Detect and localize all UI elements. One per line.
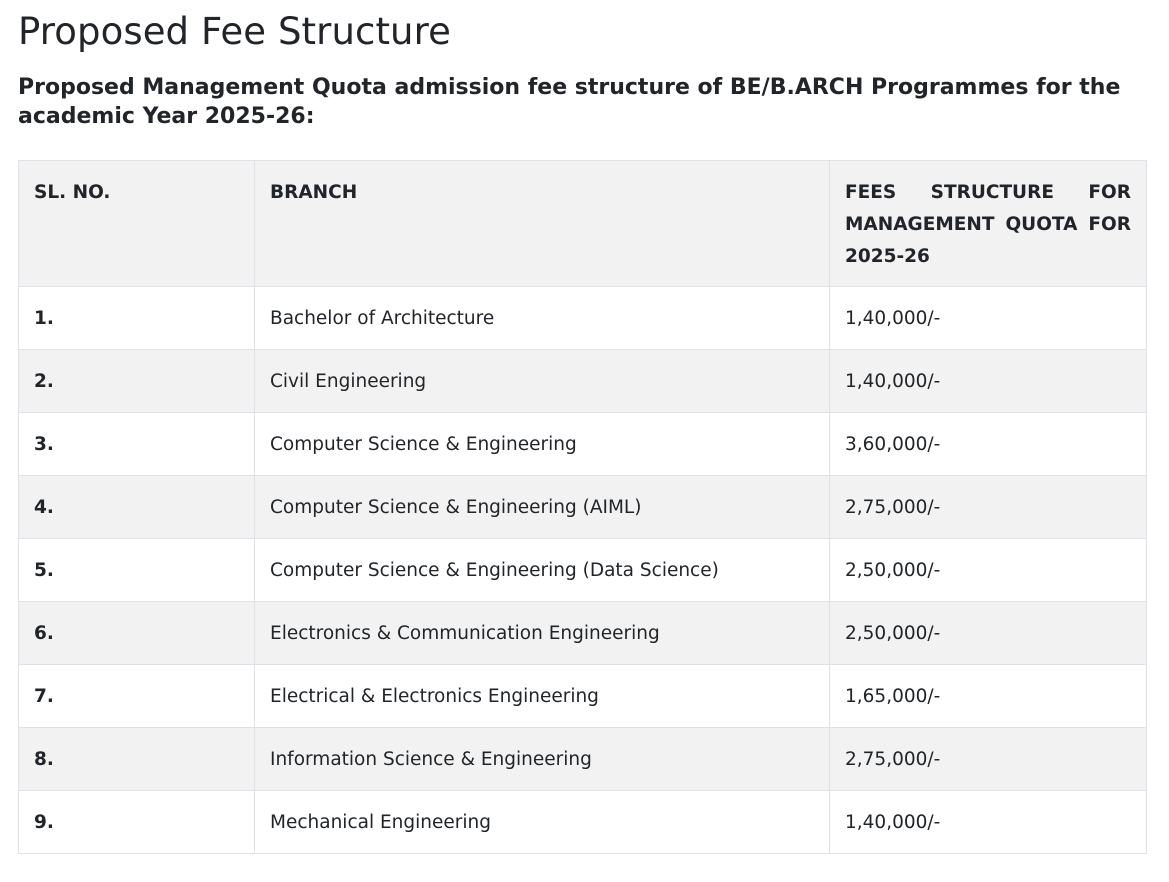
table-row bbox=[19, 791, 1147, 854]
page-subtitle: Proposed Management Quota admission fee structure of BE/B.ARCH Programmes for the academic Year 2025-26: bbox=[18, 75, 1121, 129]
cell-sl-no: 6. bbox=[19, 602, 255, 665]
cell-fee: 2,75,000/- bbox=[830, 476, 1147, 539]
fee-structure-table bbox=[18, 160, 1147, 854]
cell-fee: 2,50,000/- bbox=[830, 602, 1147, 665]
cell-sl-no: 3. bbox=[19, 413, 255, 476]
cell-branch: Computer Science & Engineering (Data Science) bbox=[255, 539, 830, 602]
cell-branch: Computer Science & Engineering (AIML) bbox=[255, 476, 830, 539]
table-row bbox=[19, 287, 1147, 350]
header-sl-no: SL. NO. bbox=[19, 161, 255, 287]
cell-fee: 1,40,000/- bbox=[830, 791, 1147, 854]
cell-branch: Computer Science & Engineering bbox=[255, 413, 830, 476]
table-row bbox=[19, 602, 1147, 665]
header-branch: BRANCH bbox=[255, 161, 830, 287]
table-row bbox=[19, 413, 1147, 476]
cell-branch: Mechanical Engineering bbox=[255, 791, 830, 854]
cell-fee: 1,40,000/- bbox=[830, 287, 1147, 350]
cell-branch: Information Science & Engineering bbox=[255, 728, 830, 791]
cell-fee: 3,60,000/- bbox=[830, 413, 1147, 476]
table-row bbox=[19, 665, 1147, 728]
cell-sl-no: 5. bbox=[19, 539, 255, 602]
cell-sl-no: 7. bbox=[19, 665, 255, 728]
cell-fee: 1,65,000/- bbox=[830, 665, 1147, 728]
header-fees: FEES STRUCTURE FOR MANAGEMENT QUOTA FOR 2025-26 bbox=[830, 161, 1147, 287]
cell-branch: Civil Engineering bbox=[255, 350, 830, 413]
cell-sl-no: 8. bbox=[19, 728, 255, 791]
table-row bbox=[19, 476, 1147, 539]
table-body bbox=[19, 287, 1147, 854]
cell-sl-no: 9. bbox=[19, 791, 255, 854]
cell-branch: Electrical & Electronics Engineering bbox=[255, 665, 830, 728]
cell-fee: 2,50,000/- bbox=[830, 539, 1147, 602]
table-row bbox=[19, 728, 1147, 791]
cell-fee: 1,40,000/- bbox=[830, 350, 1147, 413]
cell-fee: 2,75,000/- bbox=[830, 728, 1147, 791]
cell-sl-no: 4. bbox=[19, 476, 255, 539]
table-header-row bbox=[19, 161, 1147, 287]
cell-sl-no: 1. bbox=[19, 287, 255, 350]
cell-branch: Bachelor of Architecture bbox=[255, 287, 830, 350]
table-header bbox=[19, 161, 1147, 287]
table-row bbox=[19, 350, 1147, 413]
cell-sl-no: 2. bbox=[19, 350, 255, 413]
cell-branch: Electronics & Communication Engineering bbox=[255, 602, 830, 665]
page-title: Proposed Fee Structure bbox=[18, 10, 451, 53]
table-row bbox=[19, 539, 1147, 602]
